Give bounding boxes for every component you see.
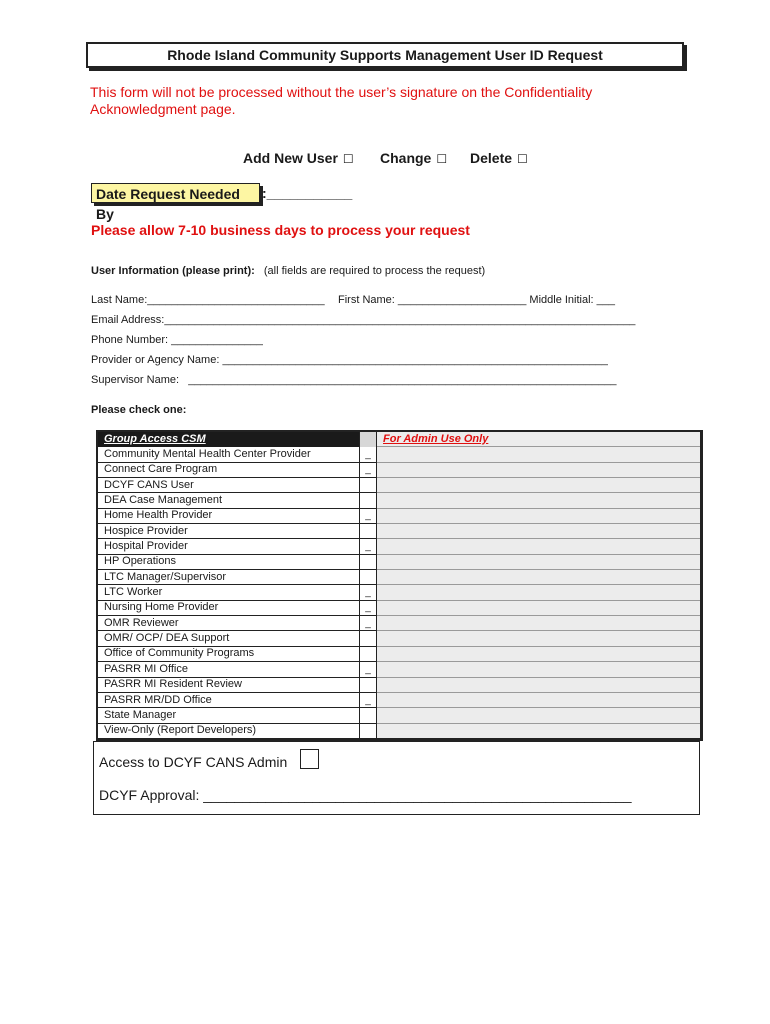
access-group-label: Office of Community Programs: [97, 646, 360, 661]
access-group-checkbox[interactable]: _: [360, 585, 377, 600]
access-group-label: PASRR MR/DD Office: [97, 692, 360, 707]
email-field[interactable]: Email Address:_____________________________________________________________________________: [91, 314, 636, 326]
group-access-header: Group Access CSM: [97, 431, 360, 447]
user-info-note: (all fields are required to process the request): [263, 265, 486, 277]
access-group-checkbox[interactable]: [360, 524, 377, 539]
table-row: [97, 662, 702, 677]
access-group-label: LTC Manager/Supervisor: [97, 570, 360, 585]
access-group-checkbox[interactable]: [360, 708, 377, 723]
admin-use-cell: [377, 723, 702, 739]
access-group-label: State Manager: [97, 708, 360, 723]
user-info-title: User Information (please print):: [91, 265, 255, 277]
admin-use-cell: [377, 631, 702, 646]
add-new-user-label: Add New User: [243, 150, 338, 166]
table-row: [97, 554, 702, 569]
access-group-checkbox[interactable]: _: [360, 508, 377, 523]
access-group-checkbox[interactable]: [360, 677, 377, 692]
access-group-label: PASRR MI Resident Review: [97, 677, 360, 692]
admin-use-cell: [377, 462, 702, 477]
access-group-label: HP Operations: [97, 554, 360, 569]
table-row: [97, 508, 702, 523]
date-request-field[interactable]: :___________: [262, 185, 353, 201]
admin-use-cell: [377, 478, 702, 493]
access-group-label: PASRR MI Office: [97, 662, 360, 677]
admin-use-cell: [377, 447, 702, 462]
table-row: [97, 631, 702, 646]
table-row: [97, 600, 702, 615]
dcyf-approval-field[interactable]: DCYF Approval: _______________________________________________________: [99, 787, 632, 803]
table-row: [97, 524, 702, 539]
delete-label: Delete: [470, 150, 513, 166]
table-row: [97, 447, 702, 462]
access-group-checkbox[interactable]: _: [360, 662, 377, 677]
table-row: [97, 708, 702, 723]
table-row: [97, 723, 702, 739]
admin-use-cell: [377, 677, 702, 692]
admin-use-header: For Admin Use Only: [377, 431, 702, 447]
table-row: [97, 478, 702, 493]
access-group-checkbox[interactable]: [360, 493, 377, 508]
access-group-label: Nursing Home Provider: [97, 600, 360, 615]
user-info-heading: [91, 265, 485, 277]
processing-time-notice: Please allow 7-10 business days to process your request: [91, 222, 470, 238]
table-row: [97, 493, 702, 508]
date-request-label: Date Request Needed By: [91, 183, 260, 203]
change-option[interactable]: [380, 150, 447, 166]
access-group-checkbox[interactable]: _: [360, 462, 377, 477]
access-group-checkbox[interactable]: [360, 631, 377, 646]
admin-use-cell: [377, 616, 702, 631]
access-group-label: Connect Care Program: [97, 462, 360, 477]
change-label: Change: [380, 150, 432, 166]
admin-use-cell: [377, 554, 702, 569]
admin-use-cell: [377, 493, 702, 508]
access-group-checkbox[interactable]: _: [360, 447, 377, 462]
access-group-label: Community Mental Health Center Provider: [97, 447, 360, 462]
access-group-checkbox[interactable]: _: [360, 692, 377, 707]
add-new-user-checkbox[interactable]: ☐: [342, 152, 354, 166]
table-row: [97, 570, 702, 585]
dcyf-section: [93, 741, 700, 815]
access-group-label: OMR/ OCP/ DEA Support: [97, 631, 360, 646]
access-group-label: DEA Case Management: [97, 493, 360, 508]
admin-use-cell: [377, 508, 702, 523]
table-header-row: [97, 431, 702, 447]
admin-use-cell: [377, 585, 702, 600]
dcyf-access-label: Access to DCYF CANS Admin: [99, 754, 288, 770]
access-group-checkbox[interactable]: [360, 554, 377, 569]
access-group-checkbox[interactable]: _: [360, 539, 377, 554]
admin-use-cell: [377, 539, 702, 554]
dcyf-access-checkbox[interactable]: [300, 749, 319, 769]
access-group-label: OMR Reviewer: [97, 616, 360, 631]
access-group-checkbox[interactable]: [360, 478, 377, 493]
table-row: [97, 677, 702, 692]
access-group-label: View-Only (Report Developers): [97, 723, 360, 739]
supervisor-field[interactable]: Supervisor Name: ______________________________________________________________________: [91, 374, 617, 386]
table-row: [97, 462, 702, 477]
admin-use-cell: [377, 708, 702, 723]
signature-notice: This form will not be processed without the user’s signature on the Confidentiality Acknowledgment page.: [90, 84, 593, 117]
access-group-checkbox[interactable]: [360, 723, 377, 739]
delete-checkbox[interactable]: ☐: [517, 152, 528, 166]
access-group-checkbox[interactable]: _: [360, 616, 377, 631]
table-row: [97, 539, 702, 554]
delete-option[interactable]: [470, 150, 528, 166]
phone-field[interactable]: Phone Number: _______________: [91, 334, 263, 346]
last-name-field[interactable]: Last Name:_____________________________: [91, 294, 325, 306]
access-group-label: DCYF CANS User: [97, 478, 360, 493]
change-checkbox[interactable]: ☐: [436, 152, 448, 166]
access-group-label: Hospice Provider: [97, 524, 360, 539]
check-one-label: Please check one:: [91, 404, 187, 416]
access-group-checkbox[interactable]: _: [360, 600, 377, 615]
access-group-checkbox[interactable]: [360, 646, 377, 661]
access-group-checkbox[interactable]: [360, 570, 377, 585]
admin-use-cell: [377, 524, 702, 539]
table-row: [97, 692, 702, 707]
add-new-user-option[interactable]: [243, 150, 354, 166]
admin-use-cell: [377, 570, 702, 585]
table-row: [97, 585, 702, 600]
admin-use-cell: [377, 692, 702, 707]
first-name-field[interactable]: First Name: _____________________ Middle Initial: ___: [338, 294, 616, 306]
admin-use-cell: [377, 600, 702, 615]
group-access-table: [96, 430, 703, 741]
provider-field[interactable]: Provider or Agency Name: _______________________________________________________________: [91, 354, 608, 366]
access-group-label: Home Health Provider: [97, 508, 360, 523]
admin-use-cell: [377, 662, 702, 677]
table-row: [97, 646, 702, 661]
access-group-label: Hospital Provider: [97, 539, 360, 554]
table-row: [97, 616, 702, 631]
access-group-label: LTC Worker: [97, 585, 360, 600]
check-column-header: [360, 431, 377, 447]
admin-use-cell: [377, 646, 702, 661]
form-title: Rhode Island Community Supports Management User ID Request: [86, 42, 684, 68]
